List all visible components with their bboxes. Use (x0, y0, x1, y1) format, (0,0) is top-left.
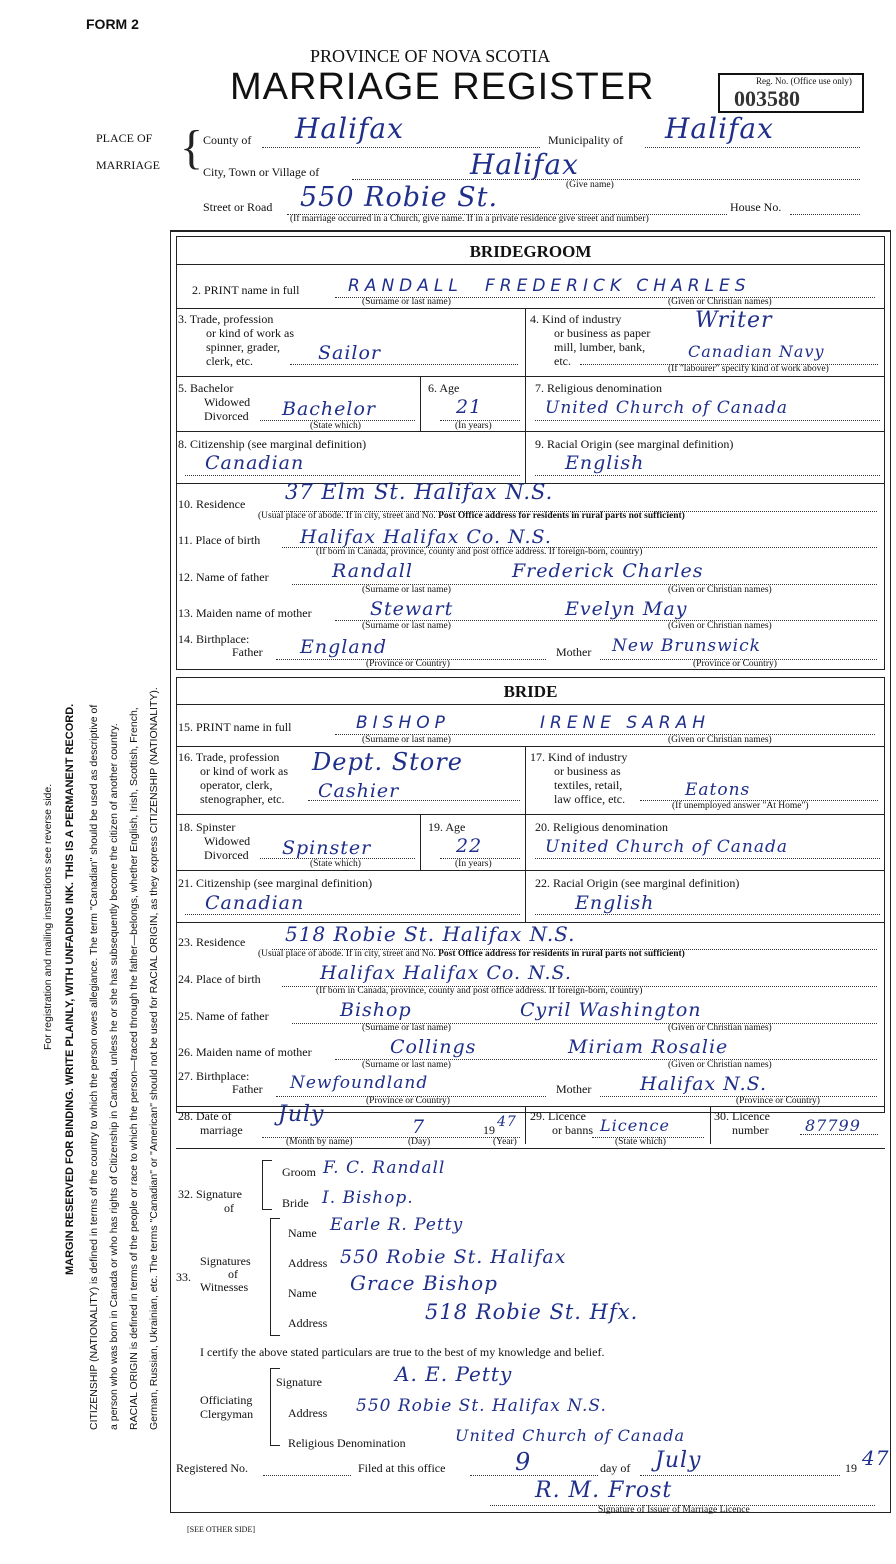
witnesses-number: 33. (176, 1270, 191, 1284)
clergy-denomination: United Church of Canada (455, 1426, 686, 1445)
bride-status-value: Spinster (282, 837, 372, 859)
bride-surname: BISHOP (356, 713, 450, 733)
church-caption: (If marriage occurred in a Church, give name. If in a private residence give street and number) (290, 214, 649, 224)
day-of-label: day of (600, 1461, 631, 1475)
bride-residence-label: 23. Residence (178, 935, 246, 949)
groom-age-value: 21 (456, 396, 483, 418)
groom-residence-label: 10. Residence (178, 497, 246, 511)
bride-mother-birthplace-label: Mother (556, 1082, 592, 1096)
municipality-value: Halifax (665, 112, 774, 145)
groom-trade-value: Sailor (318, 342, 382, 364)
groom-industry-label: 4. Kind of industry or business as paper mill, lumber, bank, etc. (530, 312, 651, 368)
bride-unemployed-caption: (If unemployed answer "At Home") (672, 801, 809, 811)
licence-number-label: 30. Licence number (714, 1109, 770, 1137)
bride-industry-value: Eatons (685, 780, 751, 800)
city-caption: (Give name) (566, 180, 614, 190)
groom-mother-surname: Stewart (370, 598, 454, 620)
groom-religion-label: 7. Religious denomination (535, 381, 662, 395)
bride-industry-label: 17. Kind of industry or business as textiles, retail, law office, etc. (530, 750, 628, 806)
reg-number-value: 003580 (734, 86, 800, 111)
groom-trade-label: 3. Trade, profession or kind of work as spinner, grader, clerk, etc. (178, 312, 294, 368)
bride-status-caption: (State which) (310, 859, 361, 869)
county-label: County of (203, 133, 252, 147)
witness-1-name-label: Name (288, 1226, 317, 1240)
licence-banns-caption: (State which) (615, 1137, 666, 1147)
groom-father-label: 12. Name of father (178, 570, 269, 584)
bride-age-caption: (In years) (455, 859, 492, 869)
bride-mother-given: Miriam Rosalie (568, 1036, 729, 1058)
bride-citizenship-label: 21. Citizenship (see marginal definition) (178, 876, 373, 890)
licence-banns-value: Licence (600, 1116, 670, 1135)
groom-given-names: FREDERICK CHARLES (485, 276, 751, 296)
groom-father-bp-caption: (Province or Country) (366, 659, 450, 669)
groom-status-caption: (State which) (310, 421, 361, 431)
groom-racial-value: English (565, 452, 645, 474)
bride-signature-label: Bride (282, 1196, 309, 1210)
groom-surname-caption: (Surname or last name) (362, 297, 451, 307)
groom-parents-birthplace-label: 14. Birthplace: (178, 632, 250, 646)
issuer-caption: Signature of Issuer of Marriage Licence (598, 1505, 750, 1515)
groom-age-label: 6. Age (428, 381, 460, 395)
groom-mother-given-caption: (Given or Christian names) (668, 621, 772, 631)
groom-age-caption: (In years) (455, 421, 492, 431)
groom-mother-bp-caption: (Province or Country) (693, 659, 777, 669)
marriage-month: July (278, 1102, 325, 1127)
marriage-day-caption: (Day) (408, 1137, 431, 1147)
margin-citizenship-def-1: CITIZENSHIP (NATIONALITY) is defined in terms of the country to which the person owes allegiance. The term "Canadian" should be used as descriptive of (88, 704, 100, 1430)
groom-industry-value: Writer (695, 308, 773, 333)
bride-trade-label: 16. Trade, profession or kind of work as operator, clerk, stenographer, etc. (178, 750, 288, 806)
groom-father-given: Frederick Charles (512, 560, 704, 582)
filed-year-prefix: 19 (845, 1461, 857, 1475)
groom-racial-label: 9. Racial Origin (see marginal definition) (535, 437, 734, 451)
groom-mother-label: 13. Maiden name of mother (178, 606, 312, 620)
marriage-day: 7 (412, 1116, 426, 1138)
house-no-label: House No. (730, 200, 782, 214)
bride-birthplace-caption: (If born in Canada, province, county and post office address. If foreign-born, country) (316, 986, 643, 996)
page-title: MARRIAGE REGISTER (230, 66, 655, 108)
certification-statement: I certify the above stated particulars are true to the best of my knowledge and belief. (200, 1345, 605, 1359)
licence-number-value: 87799 (805, 1116, 861, 1135)
filed-month: July (655, 1448, 702, 1473)
bride-father-label: 25. Name of father (178, 1009, 269, 1023)
groom-citizenship-label: 8. Citizenship (see marginal definition) (178, 437, 367, 451)
bride-trade-value-2: Cashier (318, 780, 400, 802)
place-brace: { (180, 121, 204, 174)
groom-residence-caption: (Usual place of abode. If in city, street and No. Post Office address for residents in rural parts not sufficient) (258, 511, 685, 521)
bride-mother-birthplace: Halifax N.S. (640, 1073, 767, 1095)
groom-signature-label: Groom (282, 1165, 316, 1179)
bride-father-given-caption: (Given or Christian names) (668, 1023, 772, 1033)
street-label: Street or Road (203, 200, 273, 214)
groom-industry-value-2: Canadian Navy (688, 342, 825, 361)
witness-1-address: 550 Robie St. Halifax (340, 1246, 567, 1268)
clergy-signature-label: Signature (276, 1375, 322, 1389)
filed-day: 9 (515, 1448, 532, 1476)
bride-surname-caption: (Surname or last name) (362, 735, 451, 745)
officiating-clergyman-label: Officiating Clergyman (200, 1393, 254, 1421)
groom-birthplace-caption: (If born in Canada, province, county and post office address. If foreign-born, country) (316, 547, 643, 557)
bride-father-surname-caption: (Surname or last name) (362, 1023, 451, 1033)
clergy-signature: A. E. Petty (395, 1362, 513, 1386)
clergy-address-label: Address (288, 1406, 328, 1420)
reg-number-label: Reg. No. (Office use only) (756, 76, 852, 86)
place-of-label-2: MARRIAGE (96, 158, 161, 172)
bride-given-names: IRENE SARAH (540, 713, 711, 733)
clergy-address: 550 Robie St. Halifax N.S. (356, 1396, 607, 1416)
marriage-year-prefix: 19 (483, 1123, 495, 1137)
groom-signature: F. C. Randall (323, 1158, 446, 1178)
marriage-month-caption: (Month by name) (286, 1137, 353, 1147)
groom-mother-birthplace: New Brunswick (612, 636, 761, 656)
witness-1-address-label: Address (288, 1256, 328, 1270)
margin-instructions: For registration and mailing instructions see reverse side. (42, 783, 54, 1050)
bridegroom-heading: BRIDEGROOM (469, 242, 592, 261)
witness-2-address: 518 Robie St. Hfx. (425, 1300, 639, 1324)
form-number: FORM 2 (86, 16, 139, 32)
groom-birthplace-label: 11. Place of birth (178, 533, 261, 547)
groom-father-given-caption: (Given or Christian names) (668, 585, 772, 595)
registered-no-label: Registered No. (176, 1461, 248, 1475)
groom-name-label: 2. PRINT name in full (192, 283, 300, 297)
city-label: City, Town or Village of (203, 165, 320, 179)
bride-father-birthplace: Newfoundland (290, 1073, 429, 1093)
bride-birthplace-label: 24. Place of birth (178, 972, 261, 986)
filed-year: 47 (862, 1446, 890, 1470)
margin-racial-def-1: RACIAL ORIGIN is defined in terms of the people or race to which the person—traced through the father—belongs, whether English, Irish, Scottish, French, (128, 707, 140, 1430)
bride-heading: BRIDE (503, 682, 558, 701)
groom-given-caption: (Given or Christian names) (668, 297, 772, 307)
witness-2-name-label: Name (288, 1286, 317, 1300)
groom-status-label: 5. Bachelor Widowed Divorced (178, 381, 251, 423)
witness-1-name: Earle R. Petty (330, 1215, 464, 1235)
clergy-denomination-label: Religious Denomination (288, 1436, 406, 1450)
marriage-date-label: 28. Date of marriage (178, 1109, 243, 1137)
bride-status-label: 18. Spinster Widowed Divorced (178, 820, 251, 862)
city-value: Halifax (470, 148, 579, 181)
witness-2-address-label: Address (288, 1316, 328, 1330)
groom-religion-value: United Church of Canada (545, 398, 788, 418)
licence-banns-label: 29. Licence or banns (530, 1109, 593, 1137)
bride-age-label: 19. Age (428, 820, 466, 834)
margin-citizenship-def-2: a person who was born in Canada or who has rights of Citizenship in Canada, unless he or she has subsequently become the citizen of another country. (108, 723, 120, 1430)
bride-mother-label: 26. Maiden name of mother (178, 1045, 312, 1059)
bride-given-caption: (Given or Christian names) (668, 735, 772, 745)
groom-labourer-caption: (If "labourer" specify kind of work above) (668, 364, 829, 374)
bride-father-birthplace-label: Father (232, 1082, 263, 1096)
bride-racial-value: English (575, 892, 655, 914)
bride-birthplace-value: Halifax Halifax Co. N.S. (320, 962, 572, 984)
filed-label: Filed at this office (358, 1461, 446, 1475)
issuer-signature: R. M. Frost (535, 1478, 673, 1503)
county-value: Halifax (295, 112, 404, 145)
groom-mother-birthplace-label: Mother (556, 645, 592, 659)
bride-residence-value: 518 Robie St. Halifax N.S. (285, 922, 576, 946)
municipality-label: Municipality of (548, 133, 623, 147)
see-other-side: [SEE OTHER SIDE] (187, 1525, 255, 1534)
groom-birthplace-value: Halifax Halifax Co. N.S. (300, 526, 552, 548)
marriage-year: 47 (497, 1114, 517, 1130)
marriage-year-caption: (Year) (493, 1137, 517, 1147)
bride-father-given: Cyril Washington (520, 999, 702, 1021)
bride-father-surname: Bishop (340, 999, 412, 1021)
groom-residence-value: 37 Elm St. Halifax N.S. (285, 480, 554, 504)
margin-binding-notice: MARGIN RESERVED FOR BINDING. WRITE PLAINLY, WITH UNFADING INK. THIS IS A PERMANENT RECORD. (64, 703, 76, 1275)
groom-citizenship-value: Canadian (205, 452, 305, 474)
witnesses-brace (270, 1218, 280, 1336)
bride-residence-caption: (Usual place of abode. If in city, street and No. Post Office address for residents in rural parts not sufficient) (258, 949, 685, 959)
groom-surname: RANDALL (348, 276, 463, 296)
bride-age-value: 22 (456, 835, 483, 857)
witnesses-label: Signatures of Witnesses (200, 1254, 251, 1294)
street-value: 550 Robie St. (300, 182, 499, 213)
groom-status-value: Bachelor (282, 398, 377, 420)
signature-brace (262, 1160, 272, 1210)
groom-father-surname-caption: (Surname or last name) (362, 585, 451, 595)
groom-father-surname: Randall (332, 560, 413, 582)
bride-mother-bp-caption: (Province or Country) (736, 1096, 820, 1106)
province-heading: PROVINCE OF NOVA SCOTIA (310, 46, 551, 66)
groom-mother-surname-caption: (Surname or last name) (362, 621, 451, 631)
margin-racial-def-2: German, Russian, Ukrainian, etc. The terms "Canadian" or "American" should not be used for RACIAL ORIGIN, as they express CITIZENSHIP (NATIONALITY). (148, 687, 160, 1430)
bride-racial-label: 22. Racial Origin (see marginal definition) (535, 876, 740, 890)
bride-name-label: 15. PRINT name in full (178, 720, 292, 734)
bride-trade-value: Dept. Store (312, 748, 463, 776)
groom-father-birthplace-label: Father (232, 645, 263, 659)
bride-citizenship-value: Canadian (205, 892, 305, 914)
bride-religion-value: United Church of Canada (545, 837, 788, 857)
signature-of-label: 32. Signature of (178, 1187, 242, 1215)
bride-mother-surname: Collings (390, 1036, 477, 1058)
bride-mother-surname-caption: (Surname or last name) (362, 1060, 451, 1070)
place-of-label-1: PLACE OF (96, 131, 153, 145)
bride-father-bp-caption: (Province or Country) (366, 1096, 450, 1106)
bride-signature: I. Bishop. (322, 1188, 414, 1208)
groom-father-birthplace: England (300, 636, 388, 658)
bride-parents-birthplace-label: 27. Birthplace: (178, 1069, 250, 1083)
bride-religion-label: 20. Religious denomination (535, 820, 668, 834)
bride-mother-given-caption: (Given or Christian names) (668, 1060, 772, 1070)
groom-mother-given: Evelyn May (565, 598, 688, 620)
witness-2-name: Grace Bishop (350, 1271, 498, 1295)
